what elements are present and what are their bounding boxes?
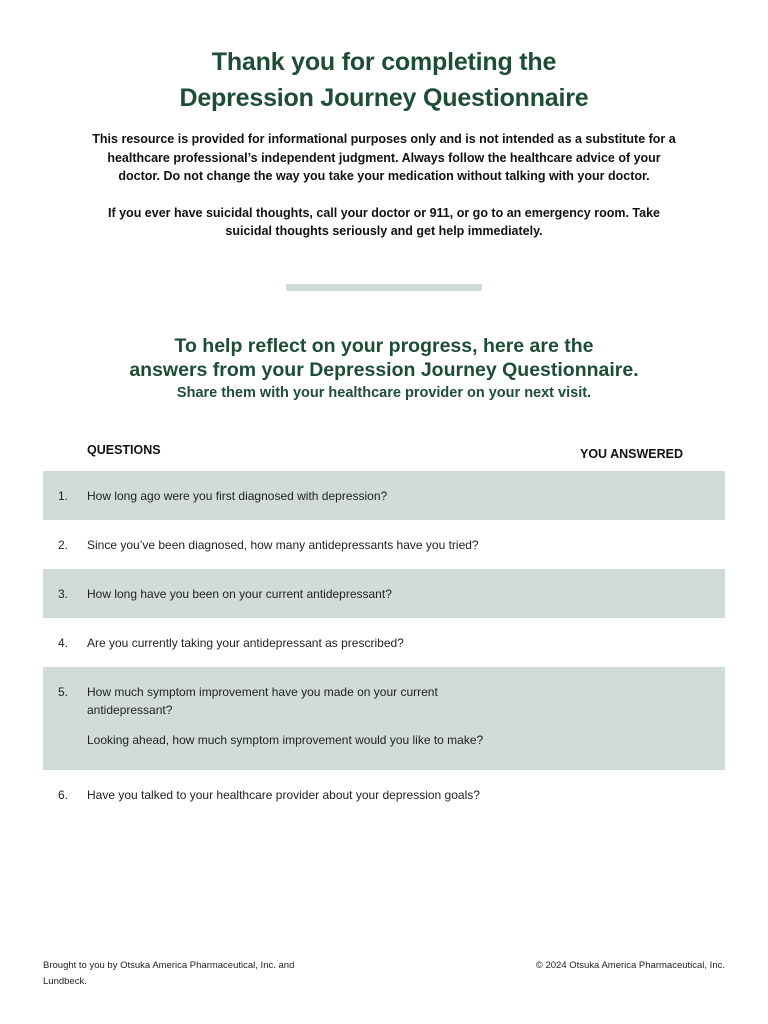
table-row [43,520,725,569]
disclaimer [90,130,678,259]
questions-column-header: QUESTIONS [87,443,161,457]
share-instruction: Share them with your healthcare provider on your next visit. [176,385,592,401]
table-row [43,618,725,667]
question-number: 6. [58,788,69,802]
question-number: 3. [58,587,69,601]
table-row [43,569,725,618]
question-text: Are you currently taking your antidepressant as prescribed? [87,636,404,650]
question-text: How long ago were you first diagnosed with depression? [87,489,388,503]
reflect-heading-line-1: To help reflect on your progress, here are the [174,335,594,357]
question-number: 4. [58,636,69,650]
disclaimer-paragraph-2: If you ever have suicidal thoughts, call your doctor or 911, or go to an emergency room. Take suicidal thoughts seriously and get help immediately. [108,205,660,238]
table-row [43,667,725,770]
question-number: 5. [58,685,69,699]
footer-copyright: © 2024 Otsuka America Pharmaceutical, Inc. [535,960,725,971]
title-line-2: Depression Journey Questionnaire [179,84,589,112]
section-divider [286,284,482,291]
table-row [43,770,725,819]
reflect-heading-line-2: answers from your Depression Journey Questionnaire. [129,359,639,381]
question-followup-text: Looking ahead, how much symptom improvement would you like to make? [87,733,484,747]
questions-table [43,471,725,819]
answers-column-header: YOU ANSWERED [580,447,684,461]
question-text: How much symptom improvement have you made on your current antidepressant? [87,685,438,717]
table-row [43,471,725,520]
question-number: 1. [58,489,69,503]
title-line-1: Thank you for completing the [211,48,557,76]
reflect-heading [0,334,768,382]
question-text: How long have you been on your current antidepressant? [87,587,392,601]
question-text: Since you’ve been diagnosed, how many antidepressants have you tried? [87,538,479,552]
question-number: 2. [58,538,69,552]
footer-sponsor: Brought to you by Otsuka America Pharmaceutical, Inc. and Lundbeck. [43,960,295,987]
disclaimer-paragraph-1: This resource is provided for informational purposes only and is not intended as a substitute for a healthcare professional’s independent judgment. Always follow the healthcare advice of your doctor. Do not change the way you take your medication without talking with your doctor. [92,132,676,183]
page-title [0,44,768,116]
question-text: Have you talked to your healthcare provider about your depression goals? [87,788,480,802]
